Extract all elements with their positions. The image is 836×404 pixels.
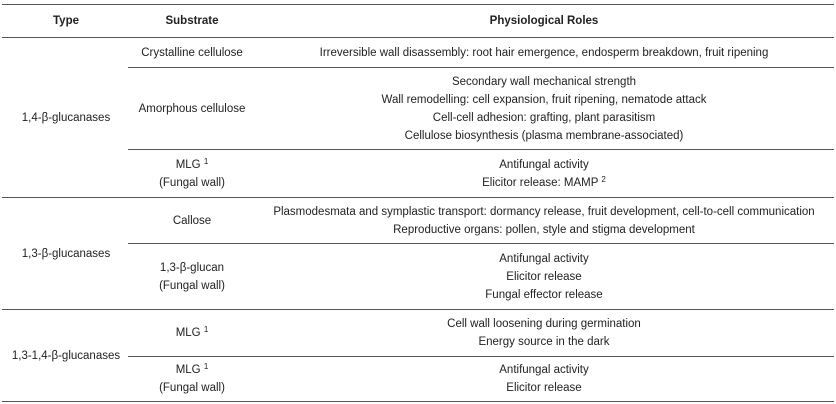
roles-cell bbox=[254, 198, 834, 243]
substrate-cell bbox=[130, 310, 254, 356]
role-text: Fungal effector release bbox=[485, 288, 603, 301]
substrate-cell bbox=[130, 38, 254, 67]
substrate-text: MLG bbox=[175, 327, 201, 339]
role-text: Antifungal activity bbox=[499, 252, 589, 265]
roles-cell bbox=[254, 68, 834, 149]
role-text: Wall remodelling: cell expansion, fruit ripening, nematode attack bbox=[381, 93, 707, 106]
type-label: 1,3-β-glucanases bbox=[21, 247, 111, 260]
header-roles bbox=[254, 5, 834, 37]
role-text: Plasmodesmata and symplastic transport: dormancy release, fruit development, cell-to-cell communication bbox=[273, 205, 815, 218]
footnote-marker: 1 bbox=[203, 156, 209, 166]
substrate-text: (Fungal wall) bbox=[159, 279, 225, 292]
role-text: Irreversible wall disassembly: root hair emergence, endosperm breakdown, fruit ripening bbox=[319, 46, 769, 59]
substrate-text: MLG bbox=[175, 364, 201, 376]
type-cell bbox=[2, 310, 130, 401]
substrate-text: (Fungal wall) bbox=[159, 382, 225, 394]
header-substrate-text: Substrate bbox=[165, 15, 219, 27]
substrate-cell bbox=[130, 357, 254, 401]
substrate-line bbox=[176, 361, 209, 379]
table-bottom-rule bbox=[2, 401, 834, 402]
role-text: Cellulose biosynthesis (plasma membrane-associated) bbox=[404, 129, 684, 142]
role-text: Energy source in the dark bbox=[478, 336, 610, 348]
role-text: Elicitor release: MAMP bbox=[482, 176, 599, 189]
type-label: 1,3-1,4-β-glucanases bbox=[11, 349, 121, 362]
role-text: Antifungal activity bbox=[499, 364, 589, 376]
substrate-text: MLG bbox=[175, 158, 201, 171]
substrate-text: (Fungal wall) bbox=[159, 176, 225, 189]
type-cell bbox=[2, 38, 130, 197]
header-type-text: Type bbox=[53, 15, 79, 27]
header-type bbox=[2, 5, 130, 37]
substrate-text: Callose bbox=[172, 214, 212, 227]
roles-cell bbox=[254, 38, 834, 67]
substrate-text: 1,3-β-glucan bbox=[159, 261, 225, 274]
roles-cell bbox=[254, 244, 834, 309]
roles-cell bbox=[254, 357, 834, 401]
type-label: 1,4-β-glucanases bbox=[21, 111, 111, 124]
header-roles-text: Physiological Roles bbox=[489, 15, 599, 27]
footnote-marker: 1 bbox=[203, 325, 209, 334]
footnote-marker: 1 bbox=[203, 362, 209, 371]
substrate-text: Amorphous cellulose bbox=[138, 102, 246, 115]
substrate-text: Crystalline cellulose bbox=[141, 46, 243, 59]
role-text: Cell-cell adhesion: grafting, plant parasitism bbox=[432, 111, 656, 124]
role-text: Cell wall loosening during germination bbox=[447, 318, 641, 330]
header-substrate bbox=[130, 5, 254, 37]
substrate-line bbox=[176, 324, 209, 342]
substrate-line bbox=[176, 156, 209, 174]
roles-cell bbox=[254, 310, 834, 356]
substrate-cell bbox=[130, 198, 254, 243]
role-text: Reproductive organs: pollen, style and stigma development bbox=[393, 223, 695, 236]
substrate-cell bbox=[130, 244, 254, 309]
role-text: Elicitor release bbox=[506, 270, 582, 283]
substrate-cell bbox=[130, 68, 254, 149]
type-cell bbox=[2, 198, 130, 309]
role-text: Secondary wall mechanical strength bbox=[451, 75, 637, 88]
roles-cell bbox=[254, 150, 834, 197]
role-text: Elicitor release bbox=[506, 382, 582, 394]
substrate-cell bbox=[130, 150, 254, 197]
footnote-marker: 2 bbox=[601, 174, 606, 184]
role-line bbox=[482, 174, 606, 192]
role-text: Antifungal activity bbox=[499, 158, 589, 171]
